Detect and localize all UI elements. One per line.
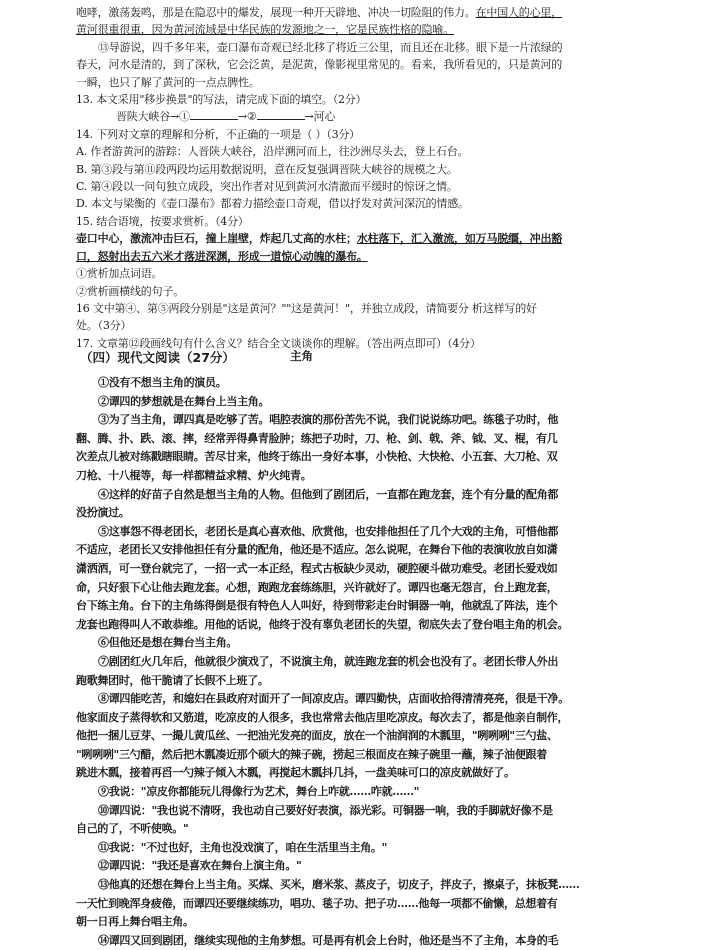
question-13: 13. 本文采用"移步换景"的写法，请完成下面的填空。（2分） xyxy=(76,93,367,107)
question-14: 14. 下列对文章的理解和分析，不正确的一项是（ ）（3分） xyxy=(76,127,360,141)
fill-in-line: 晋陕大峡谷→① →② →河心 xyxy=(116,110,336,124)
appreciation-passage: 壶口中心，激流冲击巨石，撞上崖壁，炸起几丈高的水柱；水柱落下，汇入激流，如万马脱缰，冲出豁 xyxy=(76,232,563,246)
story-line: ①没有不想当主角的演员。 xyxy=(98,376,227,389)
option-b: B. 第③段与第⑪段两段均运用数据说明，意在反复强调晋陕大峡谷的规模之大。 xyxy=(76,162,458,176)
story-line: 跳进木瓢，接着再舀一勺辣子倾入木瓢，再搅起木瓢抖几抖，一盘美味可口的凉皮就做好了。 xyxy=(76,766,515,780)
story-line: 他家面皮子蒸得软和又筋道，吃凉皮的人很多，我也常常去他店里吃凉皮。每次去了，都是他亲自制作， xyxy=(76,710,569,724)
story-line: ⑪我说："不过也好，主角也没戏演了，咱在生活里当主角。" xyxy=(98,840,388,854)
sub-question-1: ①赏析加点词语。 xyxy=(76,267,163,281)
story-line: ⑧谭四能吃苦，和媳妇在县政府对面开了一间凉皮店。谭四勤快，店面收拾得清清亮亮，很是干净。 xyxy=(98,692,569,706)
option-c: C. 第④段以一问句独立成段，突出作者对见到黄河水清澈而平缓时的惊讶之情。 xyxy=(76,180,458,194)
question-16: 16 文中第④、第⑤两段分别是"这是黄河？""这是黄河！"，并独立成段，请简要分 析这样写的好 xyxy=(76,301,537,315)
story-line: 一天忙到晚浑身疲倦，而谭四还要继续练功，唱功、毯子功、把子功……他每一项都不偷懒，总想着有 xyxy=(76,896,558,910)
story-line: ⑭谭四又回到剧团，继续实现他的主角梦想。可是再有机会上台时，他还是当不了主角，本身的毛 xyxy=(98,933,559,947)
story-line: 朝一日再上舞台唱主角。 xyxy=(76,915,194,929)
story-line: 他把一捆儿豆芽、一撮儿黄瓜丝、一把油光发亮的面皮，放在一个油润润的木瓢里，"咧咧咧"三勺盐、 xyxy=(76,729,558,743)
story-line: ②谭四的梦想就是在舞台上当主角。 xyxy=(98,394,270,408)
story-line: ⑬他真的还想在舞台上当主角。买煤、买米，磨米浆、蒸皮子，切皮子，拌皮子，擦桌子，抹板凳…… xyxy=(98,878,580,892)
story-title: 主角 xyxy=(290,349,313,363)
story-line: 跑歌舞团时，他干脆请了长假不上班了。 xyxy=(76,673,269,687)
text-line: 咆哮，激荡轰鸣，那是在隐忍中的爆发，展现一种开天辟地、冲决一切险阻的伟力。在中国人的心里， xyxy=(76,6,563,19)
question-15: 15. 结合语境，按要求赏析。（4分） xyxy=(76,214,249,228)
story-line: ⑩谭四说："我也说不清呀，我也动自己要好好表演，添光彩。可铜器一响，我的手脚就好像不是 xyxy=(98,803,553,817)
question-17: 17. 文章第⑫段画线句有什么含义？结合全文谈谈你的理解。（答出两点即可）（4分） xyxy=(76,336,481,350)
text-line: ⑬导游说，四千多年来，壶口瀑布奇观已经北移了将近三公里，而且还在北移。眼下是一片浓绿的 xyxy=(98,40,563,54)
story-line: 次差点儿被对练戳瞎眼睛。苦尽甘来，他终于练出一身好本事，小快枪、大快枪、小五套、大刀枪、双 xyxy=(76,450,558,464)
answer-blank-1 xyxy=(190,109,238,120)
story-line: 龙套也跑得叫人不敢恭维。用他的话说，他终于没有辜负老团长的失望，彻底失去了登台唱主角的机会。 xyxy=(76,617,569,631)
text-line: 黄河很重很重，因为黄河流域是中华民族的发源地之一，它是民族性格的隐喻。 xyxy=(76,23,454,37)
previous-section-questions xyxy=(76,4,644,352)
section-heading: （四）现代文阅读（27分） xyxy=(80,350,235,365)
story-line: 潇洒洒，可一登台就完了，一招一式一本正经，程式古板缺少灵动，硬腔硬斗做功难受。老团长爱戏如 xyxy=(76,561,558,575)
story-line: 不适应，老团长又安排他担任有分量的配角，他还是不适应。怎么说呢，在舞台下他的表演收放自如潇 xyxy=(76,543,558,557)
option-d: D. 本文与梁衡的《壶口瀑布》都着力描绘壶口奇观，借以抒发对黄河深沉的情感。 xyxy=(76,197,469,211)
option-a: A. 作者游黄河的游踪：人晋陕大峡谷，沿岸溯河而上，往沙洲尽头去，登上石台。 xyxy=(76,145,469,159)
story-line: "咧咧咧"三勺醋，然后把木瓢凑近那个硕大的辣子碗，捞起三根面皮在辣子碗里一蘸，辣子油便跟着 xyxy=(76,747,547,761)
story-line: ⑦剧团红火几年后，他就很少演戏了，不说演主角，就连跑龙套的机会也没有了。老团长带人外出 xyxy=(98,654,559,668)
story-line: ⑥但他还是想在舞台当主角。 xyxy=(98,636,238,650)
story-line: ⑨我说："凉皮你都能玩儿得像行为艺术，舞台上咋就……咋就……" xyxy=(98,785,420,799)
appreciation-passage-line2: 口，怒射出去五六米才落进深渊，形成一道惊心动魄的瀑布。 xyxy=(76,249,368,263)
story-line: ③为了当主角，谭四真是吃够了苦。唱腔表演的那份苦先不说，我们说说练功吧。练毯子功时，他 xyxy=(98,413,559,427)
text-line: 春天，河水是清的，到了深秋，它会泛黄，是泥黄，像影视里常见的。看来，我所看见的，只是黄河的 xyxy=(76,58,562,72)
question-16-cont: 处。（3分） xyxy=(76,319,132,333)
story-line: 命，只好狠下心让他去跑龙套。心想，跑跑龙套练练胆，兴许就好了。谭四也毫无怨言，台上跑龙套， xyxy=(76,580,558,594)
story-line: ⑫谭四说："我还是喜欢在舞台上演主角。" xyxy=(98,859,302,873)
story-line: 自己的了，不听使唤。" xyxy=(76,822,189,836)
sub-question-2: ②赏析画横线的句子。 xyxy=(76,284,184,298)
story-line: 翻、腾、扑、跌、滚、摔，经常弄得鼻青脸肿；练把子功时，刀、枪、剑、戟、斧、钺、叉、棍，有几 xyxy=(76,431,558,445)
story-body xyxy=(76,374,642,950)
story-line: ④这样的好苗子自然是想当主角的人物。但他到了剧团后，一直都在跑龙套，连个有分量的配角都 xyxy=(98,487,559,501)
answer-blank-2 xyxy=(257,109,305,120)
story-line: 台下练主角。台下的主角练得倒是很有特色人人叫好，待到带彩走台时铜器一响，他就乱了阵法，连个 xyxy=(76,599,558,613)
story-line: 没扮演过。 xyxy=(76,506,130,520)
text-line: 一瞬，也只了解了黄河的一点点脾性。 xyxy=(76,75,260,89)
story-line: ⑤这事怨不得老团长，老团长是真心喜欢他、欣赏他，也安排他担任了几个大戏的主角，可惜他都 xyxy=(98,524,559,538)
story-line: 刀枪、十八棍等，每一样都精益求精、炉火纯青。 xyxy=(76,468,312,482)
